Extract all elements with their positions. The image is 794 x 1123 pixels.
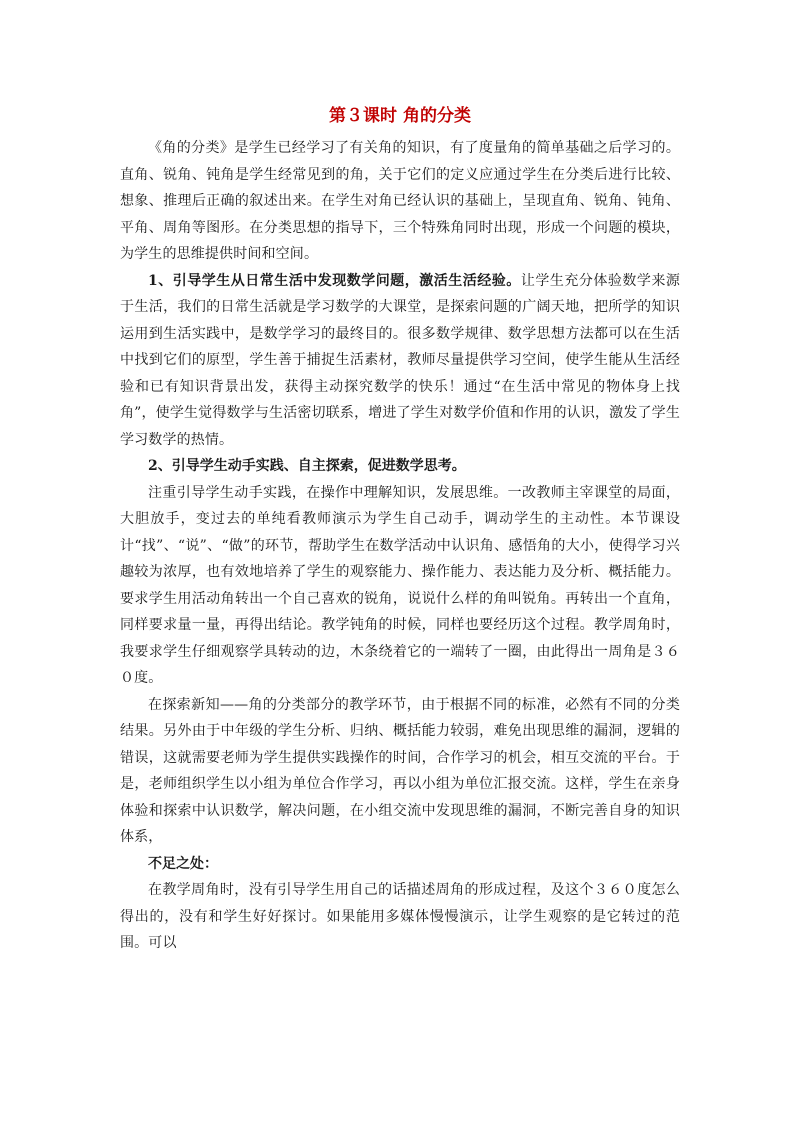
point-2-body-2: 在探索新知——角的分类部分的教学环节，由于根据不同的标准，必然有不同的分类结果。另外由于中年级的学生分析、归纳、概括能力较弱，难免出现思维的漏洞，逻辑的错误，这就需要老师为学生提供实践操作的时间，合作学习的机会，相互交流的平台。于是，老师组织学生以小组为单位合作学习，再以小组为单位汇报交流。这样，学生在亲身体验和探索中认识数学，解决问题，在小组交流中发现思维的漏洞，不断完善自身的知识体系， (120, 696, 680, 845)
shortcomings-heading: 不足之处： (148, 855, 218, 872)
document-page (120, 104, 680, 957)
point-2-body-1: 注重引导学生动手实践，在操作中理解知识，发展思维。一改教师主宰课堂的局面，大胆放手，变过去的单纯看教师演示为学生自己动手，调动学生的主动性。本节课设计“找”、“说”、“做”的环节，帮助学生在数学活动中认识角、感悟角的大小，使得学习兴趣较为浓厚，也有效地培养了学生的观察能力、操作能力、表达能力及分析、概括能力。要求学生用活动角转出一个自己喜欢的锐角，说说什么样的角叫锐角。再转出一个直角，同样要求量一量，再得出结论。教学钝角的时候，同样也要经历这个过程。教学周角时，我要求学生仔细观察学具转动的边，木条绕着它的一端转了一圈，由此得出一周角是３６０度。 (120, 484, 680, 686)
point-1-paragraph (120, 268, 680, 454)
point-2-heading: 2、引导学生动手实践、自主探索，促进数学思考。 (148, 458, 466, 474)
intro-paragraph: 《角的分类》是学生已经学习了有关角的知识，有了度量角的简单基础之后学习的。直角、锐角、钝角是学生经常见到的角，关于它们的定义应通过学生在分类后进行比较、想象、推理后正确的叙述出来。在学生对角已经认识的基础上，呈现直角、锐角、钝角、平角、周角等图形。在分类思想的指导下，三个特殊角同时出现，形成一个问题的模块，为学生的思维提供时间和空间。 (120, 140, 680, 262)
point-1-body: 让学生充分体验数学来源于生活，我们的日常生活就是学习数学的大课堂，是探索问题的广阔天地，把所学的知识运用到生活实践中，是数学学习的最终目的。很多数学规律、数学思想方法都可以在生活中找到它们的原型，学生善于捕捉生活素材，教师尽量提供学习空间，使学生能从生活经验和已有知识背景出发，获得主动探究数学的快乐！通过“在生活中常见的物体身上找角”，使学生觉得数学与生活密切联系，增进了学生对数学价值和作用的认识，激发了学生学习数学的热情。 (120, 272, 681, 448)
point-1-lead: 1、引导学生从日常生活中发现数学问题，激活生活经验。 (148, 272, 521, 289)
shortcomings-body: 在教学周角时，没有引导学生用自己的话描述周角的形成过程，及这个３６０度怎么得出的，没有和学生好好探讨。如果能用多媒体慢慢演示，让学生观察的是它转过的范围。可以 (120, 882, 680, 951)
page-title: 第３课时 角的分类 (329, 106, 471, 126)
